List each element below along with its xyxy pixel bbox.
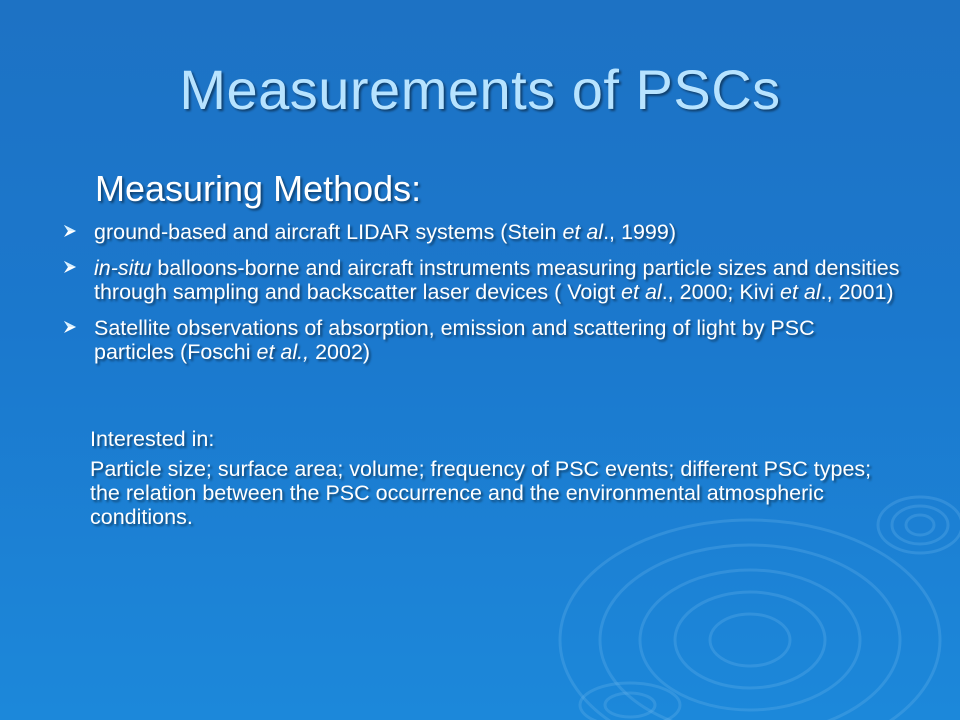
interest-text: Particle size; surface area; volume; frequency of PSC events; different PSC types; the relation between the PSC occurrence and the environmental atmospheric conditions.	[90, 457, 872, 529]
bullet-segment: ground-based and aircraft LIDAR systems (Stein	[94, 220, 563, 244]
bullet-segment: ., 2000; Kivi	[661, 280, 781, 304]
bullet-text	[94, 316, 815, 364]
bullet-segment: 2002)	[309, 340, 371, 364]
arrow-bullet-icon	[62, 223, 78, 239]
interest-label: Interested in:	[90, 427, 215, 451]
bullet-segment: ., 1999)	[603, 220, 676, 244]
bullet-text	[94, 220, 676, 244]
bullet-text	[94, 256, 899, 304]
slide-title: Measurements of PSCs	[179, 58, 781, 121]
bullet-segment: balloons-borne and aircraft instruments measuring particle sizes and densities through sampling and backscatter laser devices ( Voigt	[94, 256, 900, 304]
bullet-list	[60, 220, 900, 376]
arrow-bullet-icon	[62, 259, 78, 275]
bullet-item	[60, 220, 900, 244]
bullet-item	[60, 256, 900, 304]
slide-subtitle: Measuring Methods:	[95, 168, 422, 209]
bullet-segment-italic: in-situ	[94, 256, 152, 280]
arrow-bullet-icon	[62, 319, 78, 335]
bullet-item	[60, 316, 900, 364]
bullet-segment-italic: et al	[780, 280, 821, 304]
bullet-segment: ., 2001)	[820, 280, 894, 304]
bullet-segment-italic: et al	[562, 220, 604, 244]
bullet-segment-italic: et al	[621, 280, 662, 304]
bullet-segment-italic: et al.,	[256, 340, 310, 364]
bullet-segment: Satellite observations of absorption, emission and scattering of light by PSC particles (Foschi	[94, 316, 815, 364]
